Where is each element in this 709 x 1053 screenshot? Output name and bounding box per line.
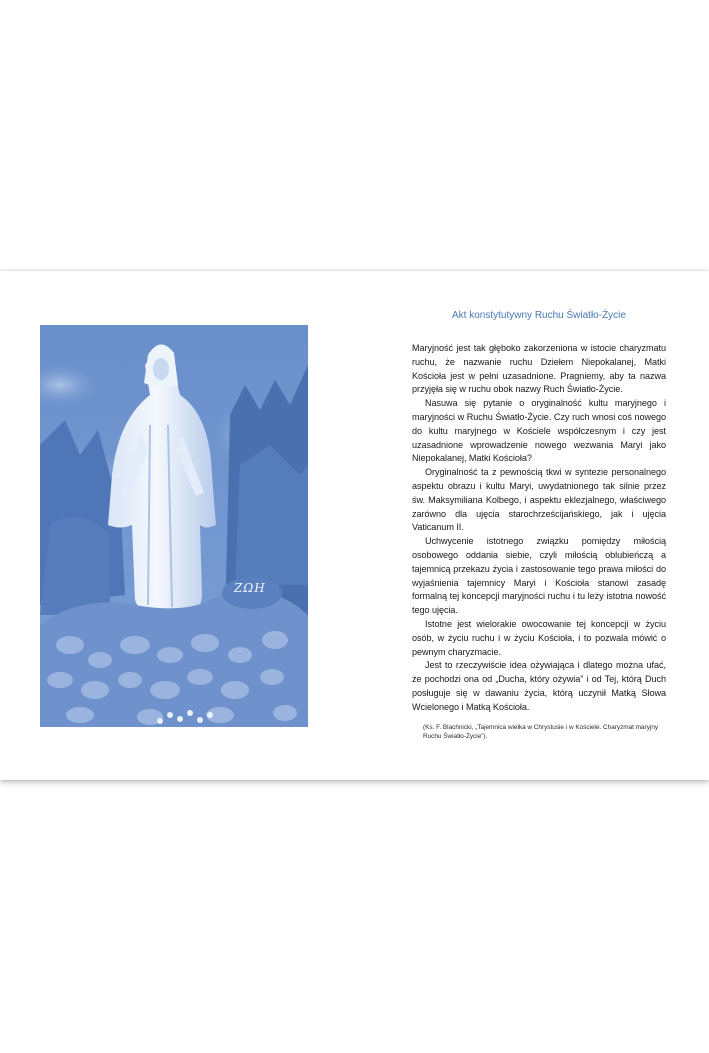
book-spread — [0, 271, 709, 780]
statue-photo — [40, 325, 308, 727]
paragraph-6: Jest to rzeczywiście idea ożywiająca i dlatego można ufać, że pochodzi ona od „Ducha, który ożywia” i od Tej, którą Duch posługuje się w dawaniu życia, którą uczynił Matką Słowa Wcielonego i Matką Kościoła. — [412, 660, 666, 712]
photo-illustration — [40, 325, 308, 727]
paragraph-2: Nasuwa się pytanie o oryginalność kultu maryjnego i maryjności w Ruchu Światło-Życie. Czy ruch wnosi coś nowego do kultu maryjnego w Kościele współczesnym i czy jest uzasadnione wprowadzenie nowego wezwania Maryi jako Niepokalanej, Matki Kościoła? — [412, 398, 666, 464]
photo-inscription: ΖΩΗ — [234, 581, 266, 595]
paragraph-4: Uchwycenie istotnego związku pomiędzy miłością osobowego oddania siebie, czyli miłością oblubieńczą a tajemnicą przekazu życia i zastosowanie tego prawa miłości do wyjaśnienia tajemnicy Maryi i Kościoła stanowi zasadę formalną tej koncepcji maryjności ruchu i tu leży istotna nowość tego ujęcia. — [412, 536, 666, 616]
paragraph-5: Istotne jest wielorakie owocowanie tej koncepcji w życiu osób, w życiu ruchu i w życiu Kościoła, i to pozwala mówić o pewnym charyzmacie. — [412, 618, 666, 657]
section-title: Akt konstytutywny Ruchu Światło-Życie — [452, 310, 626, 321]
citation: (Ks. F. Blachnicki, „Tajemnica wielka w Chrystusie i w Kościele. Charyzmat maryjny Ruchu Światło-Życie”). — [423, 723, 659, 740]
paragraph-1: Maryjność jest tak głęboko zakorzeniona w istocie charyzmatu ruchu, że nazwanie ruchu Dziełem Niepokalanej, Matki Kościoła jest w pełni uzasadnione. Pragniemy, aby ta nazwa przyjęła się w ruchu obok nazwy Ruch Światło-Życie. — [412, 343, 666, 395]
body-text — [412, 342, 666, 715]
paragraph-3: Oryginalność ta z pewnością tkwi w syntezie personalnego aspektu obrazu i kultu Maryi, uwydatnionego tak silnie przez św. Maksymiliana Kolbego, i aspektu eklezjalnego, właściwego zarówno dla ujęcia starochrześcijańskiego, jak i ujęcia Vaticanum II. — [412, 467, 666, 533]
text-page — [412, 309, 666, 741]
